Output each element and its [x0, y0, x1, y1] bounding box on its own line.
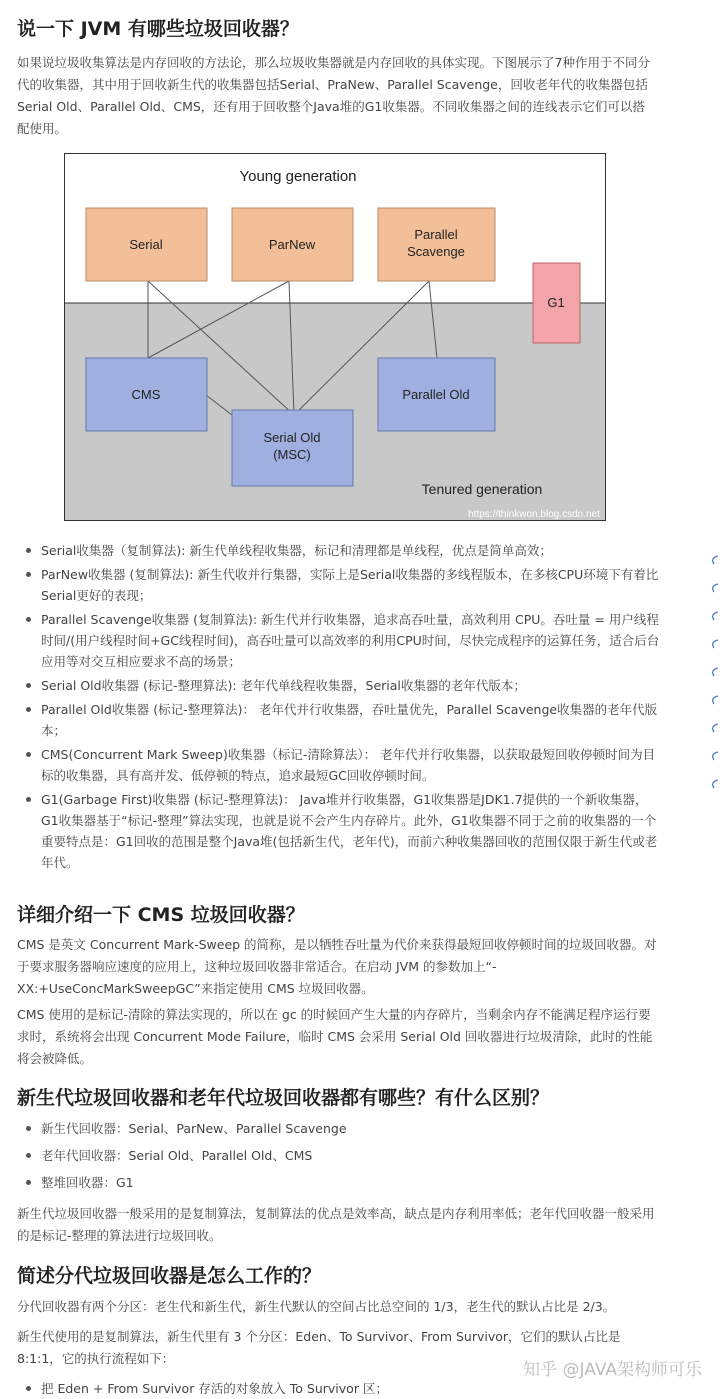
- list-item: ParNew收集器 (复制算法): 新生代收并行集器，实际上是Serial收集器的多线程版本，在多核CPU环境下有着比Serial更好的表现；: [22, 564, 662, 606]
- heading-young-old-collectors: 新生代垃圾回收器和老年代垃圾回收器都有哪些？有什么区别？: [17, 1087, 550, 1109]
- g1-label: G1: [547, 295, 565, 310]
- serial-label: Serial: [129, 237, 163, 252]
- serial-old-label-2: (MSC): [273, 447, 311, 462]
- heading-jvm-collectors: 说一下 JVM 有哪些垃圾回收器？: [17, 18, 299, 40]
- edge-decoration: [704, 550, 720, 810]
- collector-list: [22, 540, 662, 873]
- list-item: 把 Eden + From Survivor 存活的对象放入 To Survivor 区；: [22, 1378, 662, 1399]
- source-url-label: https://thinkwon.blog.csdn.net: [468, 509, 600, 520]
- parnew-label: ParNew: [268, 237, 316, 252]
- cms-label: CMS: [131, 387, 161, 402]
- generational-paragraph-1: 分代回收器有两个分区：老生代和新生代，新生代默认的空间占比总空间的 1/3，老生代的默认占比是 2/3。: [17, 1299, 616, 1314]
- list-item: 整堆回收器：G1: [22, 1172, 662, 1193]
- list-item: Serial收集器（复制算法): 新生代单线程收集器，标记和清理都是单线程，优点是简单高效；: [22, 540, 662, 561]
- cms-paragraph-1: CMS 是英文 Concurrent Mark-Sweep 的简称，是以牺牲吞吐量为代价来获得最短回收停顿时间的垃圾回收器。对于要求服务器响应速度的应用上，这种垃圾回收器非常适合。在启动 JVM 的参数加上“-XX:+UseConcMarkSweepGC”来指定使用 CMS 垃圾回收器。: [17, 937, 657, 996]
- collector-category-list: [22, 1118, 662, 1193]
- generational-steps-list: [22, 1378, 662, 1399]
- list-item: 老年代回收器：Serial Old、Parallel Old、CMS: [22, 1145, 662, 1166]
- list-item: G1(Garbage First)收集器 (标记-整理算法)： Java堆并行收集器，G1收集器是JDK1.7提供的一个新收集器，G1收集器基于“标记-整理”算法实现，也就是说不会产生内存碎片。此外，G1收集器不同于之前的收集器的一个重要特点是：G1回收的范围是整个Java堆(包括新生代，老年代)，而前六种收集器回收的范围仅限于新生代或老年代。: [22, 789, 662, 873]
- serial-old-label-1: Serial Old: [263, 430, 321, 445]
- cms-paragraph-2: CMS 使用的是标记-清除的算法实现的，所以在 gc 的时候回产生大量的内存碎片，当剩余内存不能满足程序运行要求时，系统将会出现 Concurrent Mode Failure，临时 CMS 会采用 Serial Old 回收器进行垃圾清除，此时的性能将会被降低。: [17, 1007, 653, 1066]
- heading-generational-gc: 简述分代垃圾回收器是怎么工作的？: [17, 1265, 322, 1287]
- generational-paragraph-2: 新生代使用的是复制算法，新生代里有 3 个分区：Eden、To Survivor、From Survivor，它们的默认占比是 8:1:1，它的执行流程如下：: [17, 1329, 621, 1366]
- tenured-generation-label: Tenured generation: [421, 481, 543, 497]
- list-item: Parallel Old收集器 (标记-整理算法)： 老年代并行收集器，吞吐量优先，Parallel Scavenge收集器的老年代版本；: [22, 699, 662, 741]
- intro-paragraph: 如果说垃圾收集算法是内存回收的方法论，那么垃圾收集器就是内存回收的具体实现。下图展示了7种作用于不同分代的收集器，其中用于回收新生代的收集器包括Serial、PraNew、Parallel Scavenge，回收老年代的收集器包括Serial Old、Parallel Old、CMS，还有用于回收整个Java堆的G1收集器。不同收集器之间的连线表示它们可以搭配使用。: [17, 55, 650, 136]
- list-item: 新生代回收器：Serial、ParNew、Parallel Scavenge: [22, 1118, 662, 1139]
- young-generation-label: Young generation: [239, 168, 357, 185]
- parallel-old-label: Parallel Old: [402, 387, 470, 402]
- zhihu-watermark: 知乎 @JAVA架构师可乐: [523, 1360, 702, 1380]
- difference-paragraph: 新生代垃圾回收器一般采用的是复制算法，复制算法的优点是效率高，缺点是内存利用率低；老年代回收器一般采用的是标记-整理的算法进行垃圾回收。: [17, 1206, 655, 1243]
- list-item: Serial Old收集器 (标记-整理算法): 老年代单线程收集器，Serial收集器的老年代版本；: [22, 675, 662, 696]
- list-item: CMS(Concurrent Mark Sweep)收集器（标记-清除算法）： 老年代并行收集器，以获取最短回收停顿时间为目标的收集器，具有高并发、低停顿的特点，追求最短GC回收停顿时间。: [22, 744, 662, 786]
- parallel-scavenge-label-1: Parallel: [414, 227, 458, 242]
- heading-cms: 详细介绍一下 CMS 垃圾回收器？: [17, 904, 305, 926]
- gc-collectors-diagram: [64, 153, 606, 521]
- parallel-scavenge-label-2: Scavenge: [407, 244, 465, 259]
- list-item: Parallel Scavenge收集器 (复制算法): 新生代并行收集器，追求高吞吐量，高效利用 CPU。吞吐量 = 用户线程时间/(用户线程时间+GC线程时间)，高吞吐量可以高效率的利用CPU时间，尽快完成程序的运算任务，适合后台应用等对交互相应要求不高的场景；: [22, 609, 662, 672]
